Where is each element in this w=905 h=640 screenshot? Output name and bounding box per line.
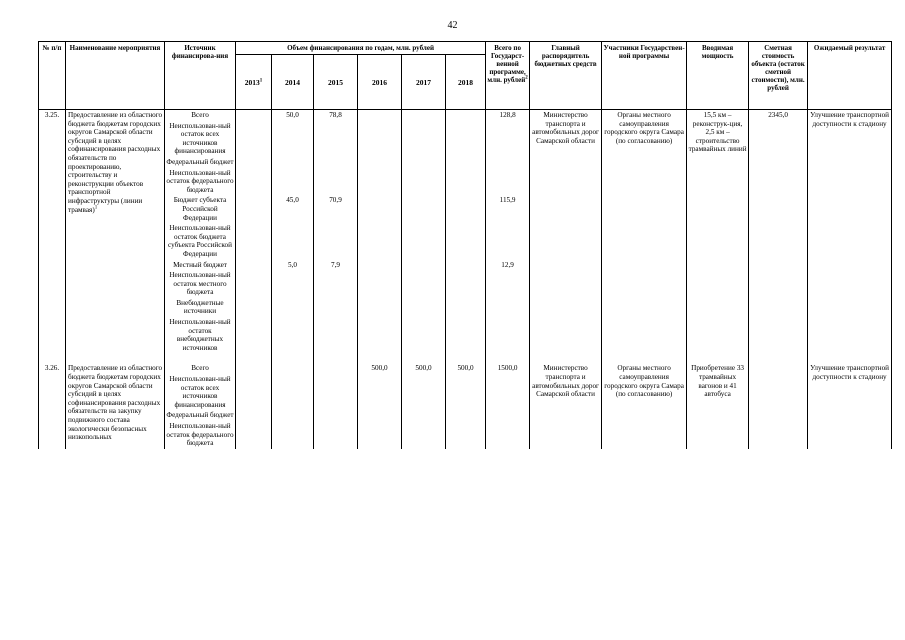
amount-2014: 5,0 xyxy=(272,260,314,271)
header-total-text: Всего по Государст-венной программе, млн. рублей xyxy=(487,44,526,84)
row-number: 3.25. xyxy=(39,110,66,354)
header-year-2014: 2014 xyxy=(272,55,314,110)
amount-2014 xyxy=(272,223,314,259)
amount-2014 xyxy=(272,410,314,421)
amount-2016 xyxy=(358,223,402,259)
funding-source: Неиспользован-ный остаток федерального бюджета xyxy=(166,168,234,194)
funding-source: Неиспользован-ный остаток всех источников финансирования xyxy=(165,121,236,157)
funding-source: Внебюджетные источники xyxy=(165,298,236,317)
funding-source: Федеральный бюджет xyxy=(166,411,234,420)
program-total xyxy=(486,317,530,353)
header-year-2013-sup: 1 xyxy=(259,78,263,84)
amount-2014 xyxy=(272,374,314,410)
funding-source: Всего xyxy=(165,363,236,374)
header-volume: Объем финансирования по годам, млн. рублей xyxy=(236,42,486,55)
amount-2017 xyxy=(402,421,446,449)
amount-2015 xyxy=(314,317,358,353)
amount-2017 xyxy=(402,298,446,317)
spacer-cell xyxy=(66,353,165,363)
spacer-cell xyxy=(602,353,687,363)
amount-2015 xyxy=(314,157,358,168)
amount-2013 xyxy=(236,410,272,421)
amount-2018 xyxy=(446,421,486,449)
amount-2013 xyxy=(236,121,272,157)
measure-name-text: Предоставление из областного бюджета бюджетам городских округов Самарской области субсидий в целях софинансирования расходных обязательств на закупку подвижного состава экологически безопасных низкопольных xyxy=(68,364,163,442)
amount-2017 xyxy=(402,374,446,410)
program-total xyxy=(486,410,530,421)
row-spacer xyxy=(39,353,892,363)
header-capacity: Вводимая мощность xyxy=(687,42,749,110)
amount-2017 xyxy=(402,121,446,157)
amount-2017 xyxy=(402,168,446,196)
amount-2016 xyxy=(358,270,402,298)
amount-2017 xyxy=(402,260,446,271)
amount-2014 xyxy=(272,298,314,317)
program-total: 1500,0 xyxy=(486,363,530,374)
amount-2017 xyxy=(402,110,446,121)
program-total: 12,9 xyxy=(486,260,530,271)
expected-result: Улучшение транспортной доступности к стадиону xyxy=(808,110,892,354)
amount-2016 xyxy=(358,168,402,196)
amount-2018 xyxy=(446,317,486,353)
estimate xyxy=(749,363,808,448)
header-year-2013 xyxy=(236,55,272,110)
header-year-2013-text: 2013 xyxy=(244,78,260,87)
participants: Органы местного самоуправления городского округа Самара (по согласованию) xyxy=(602,110,687,354)
amount-2014 xyxy=(272,363,314,374)
amount-2013 xyxy=(236,195,272,223)
amount-2016 xyxy=(358,421,402,449)
header-source: Источник финансирова-ния xyxy=(165,42,236,110)
spacer-cell xyxy=(530,353,602,363)
spacer-cell xyxy=(165,353,236,363)
spacer-cell xyxy=(749,353,808,363)
participants: Органы местного самоуправления городского округа Самара (по согласованию) xyxy=(602,363,687,448)
header-year-2015: 2015 xyxy=(314,55,358,110)
program-total xyxy=(486,270,530,298)
funding-source: Неиспользован-ный остаток федерального бюджета xyxy=(166,422,234,448)
amount-2018 xyxy=(446,195,486,223)
amount-2017 xyxy=(402,157,446,168)
amount-2017 xyxy=(402,195,446,223)
amount-2013 xyxy=(236,168,272,196)
amount-2018 xyxy=(446,410,486,421)
amount-2017: 500,0 xyxy=(402,363,446,374)
spacer-cell xyxy=(687,353,749,363)
amount-2014: 45,0 xyxy=(272,195,314,223)
measure-name-text: Предоставление из областного бюджета бюджетам городских округов Самарской области субсидий в целях софинансирования расходных обязательств по проектированию, строительству и реконструкции объектов транспортной инфраструктуры (линии трамвая) xyxy=(68,111,163,214)
amount-2016: 500,0 xyxy=(358,363,402,374)
amount-2015 xyxy=(314,363,358,374)
amount-2015 xyxy=(314,410,358,421)
spacer-cell xyxy=(808,353,892,363)
amount-2018 xyxy=(446,223,486,259)
amount-2018 xyxy=(446,168,486,196)
amount-2016 xyxy=(358,260,402,271)
amount-2016 xyxy=(358,121,402,157)
amount-2014 xyxy=(272,157,314,168)
amount-2013 xyxy=(236,260,272,271)
program-total xyxy=(486,157,530,168)
program-total xyxy=(486,223,530,259)
program-total xyxy=(486,421,530,449)
header-total xyxy=(486,42,530,110)
amount-2018 xyxy=(446,374,486,410)
amount-2015 xyxy=(314,374,358,410)
main-manager: Министерство транспорта и автомобильных дорог Самарской области xyxy=(530,110,602,354)
amount-2014 xyxy=(272,270,314,298)
amount-2013 xyxy=(236,298,272,317)
amount-2016 xyxy=(358,410,402,421)
spacer-cell xyxy=(314,353,358,363)
amount-2015 xyxy=(314,270,358,298)
amount-2018 xyxy=(446,260,486,271)
amount-2014 xyxy=(272,421,314,449)
amount-2017 xyxy=(402,410,446,421)
program-total xyxy=(486,168,530,196)
amount-2013 xyxy=(236,317,272,353)
funding-source: Местный бюджет xyxy=(165,260,236,271)
amount-2015 xyxy=(314,168,358,196)
table-row xyxy=(39,110,892,121)
header-estimate: Сметная стоимость объекта (остаток сметной стоимости), млн. рублей xyxy=(749,42,808,110)
program-total: 115,9 xyxy=(486,195,530,223)
amount-2013 xyxy=(236,421,272,449)
measure-name xyxy=(66,363,165,448)
header-year-2018: 2018 xyxy=(446,55,486,110)
amount-2018 xyxy=(446,157,486,168)
spacer-cell xyxy=(446,353,486,363)
spacer-cell xyxy=(236,353,272,363)
row-number: 3.26. xyxy=(39,363,66,448)
table-row xyxy=(39,363,892,374)
amount-2014 xyxy=(272,317,314,353)
amount-2015 xyxy=(314,421,358,449)
header-name: Наименование мероприятия xyxy=(66,42,165,110)
header-year-2016: 2016 xyxy=(358,55,402,110)
amount-2017 xyxy=(402,270,446,298)
amount-2018 xyxy=(446,121,486,157)
table-body xyxy=(39,110,892,449)
funding-source: Неиспользован-ный остаток местного бюджета xyxy=(165,270,236,298)
spacer-cell xyxy=(272,353,314,363)
page-number: 42 xyxy=(447,20,458,31)
amount-2015 xyxy=(314,298,358,317)
amount-2016 xyxy=(358,157,402,168)
program-total xyxy=(486,298,530,317)
funding-source: Всего xyxy=(165,110,236,121)
capacity: 15,5 км – реконструк-ция, 2,5 км – строительство трамвайных линий xyxy=(687,110,749,354)
amount-2015 xyxy=(314,121,358,157)
amount-2016 xyxy=(358,374,402,410)
program-total xyxy=(486,374,530,410)
amount-2017 xyxy=(402,223,446,259)
amount-2015: 7,9 xyxy=(314,260,358,271)
amount-2018: 500,0 xyxy=(446,363,486,374)
funding-source: Неиспользован-ный остаток внебюджетных источников xyxy=(165,317,236,353)
amount-2013 xyxy=(236,110,272,121)
spacer-cell xyxy=(39,353,66,363)
header-result: Ожидаемый результат xyxy=(808,42,892,110)
funding-source: Федеральный бюджет xyxy=(166,157,234,166)
amount-2018 xyxy=(446,298,486,317)
amount-2014 xyxy=(272,168,314,196)
funding-source: Бюджет субъекта Российской Федерации xyxy=(165,195,236,223)
amount-2018 xyxy=(446,110,486,121)
measure-name-footnote: 1 xyxy=(94,205,98,211)
program-total: 128,8 xyxy=(486,110,530,121)
amount-2016 xyxy=(358,195,402,223)
table-header xyxy=(39,42,892,110)
spacer-cell xyxy=(402,353,446,363)
amount-2014 xyxy=(272,121,314,157)
amount-2013 xyxy=(236,363,272,374)
amount-2013 xyxy=(236,270,272,298)
header-main-manager: Главный распорядитель бюджетных средств xyxy=(530,42,602,110)
amount-2014: 50,0 xyxy=(272,110,314,121)
header-total-sup: 2 xyxy=(525,75,528,81)
amount-2015: 78,8 xyxy=(314,110,358,121)
amount-2013 xyxy=(236,157,272,168)
amount-2013 xyxy=(236,374,272,410)
estimate: 2345,0 xyxy=(749,110,808,354)
measure-name xyxy=(66,110,165,354)
main-manager: Министерство транспорта и автомобильных дорог Самарской области xyxy=(530,363,602,448)
program-total xyxy=(486,121,530,157)
amount-2018 xyxy=(446,270,486,298)
amount-2013 xyxy=(236,223,272,259)
amount-2015 xyxy=(314,223,358,259)
amount-2015: 70,9 xyxy=(314,195,358,223)
funding-source: Неиспользован-ный остаток всех источников финансирования xyxy=(165,374,236,410)
amount-2016 xyxy=(358,298,402,317)
expected-result: Улучшение транспортной доступности к стадиону xyxy=(808,363,892,448)
header-num: № п/п xyxy=(39,42,66,110)
amount-2016 xyxy=(358,317,402,353)
spacer-cell xyxy=(486,353,530,363)
amount-2017 xyxy=(402,317,446,353)
header-year-2017: 2017 xyxy=(402,55,446,110)
header-participants: Участники Государствен-ной программы xyxy=(602,42,687,110)
capacity: Приобретение 33 трамвайных вагонов и 41 автобуса xyxy=(687,363,749,448)
financing-table xyxy=(38,41,892,449)
amount-2016 xyxy=(358,110,402,121)
funding-source: Неиспользован-ный остаток бюджета субъекта Российской Федерации xyxy=(165,223,236,259)
spacer-cell xyxy=(358,353,402,363)
